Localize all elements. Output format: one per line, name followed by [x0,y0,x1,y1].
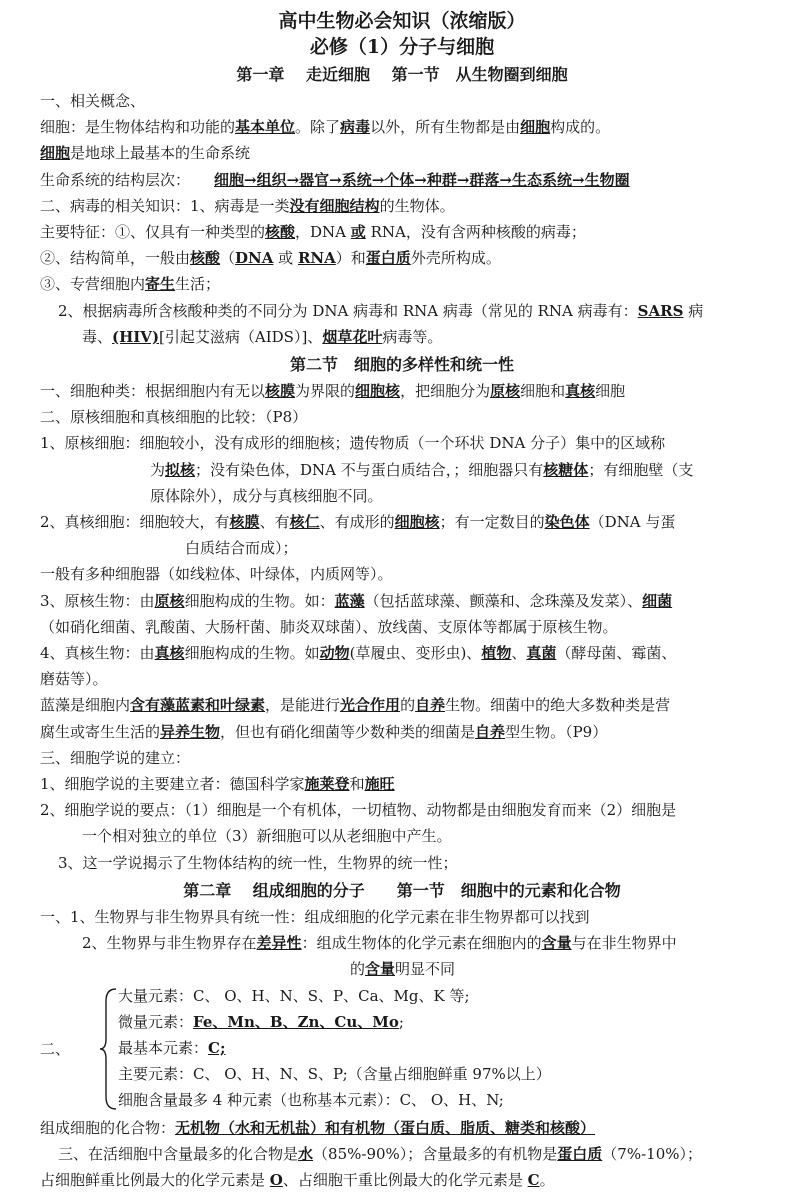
top4-elements: 细胞含量最多 4 种元素（也称基本元素）：C、 O、H、N; [118,1091,504,1110]
cell-life-system: 细胞是地球上最基本的生命系统 [40,144,251,163]
macro-elements: 大量元素：C、 O、H、N、S、P、Ca、Mg、K 等; [118,986,470,1005]
prokaryote-cell: 1、原核细胞：细胞较小，没有成形的细胞核；遗传物质（一个环状 DNA 分子）集中的区域称 [40,434,666,453]
concepts-heading: 一、相关概念、 [40,92,146,110]
prokaryote-organisms-cont: （如硝化细菌、乳酸菌、大肠杆菌、肺炎双球菌）、放线菌、支原体等都属于原核生物。 [40,617,618,636]
unity-statement: 一、1、生物界与非生物界具有统一性：组成细胞的化学元素在非生物界都可以找到 [40,907,590,926]
cell-types: 一、细胞种类：根据细胞内有无以核膜为界限的细胞核，把细胞分为原核细胞和真核细胞 [40,382,626,401]
cyanobacteria-note: 蓝藻是细胞内含有藻蓝素和叶绿素，是能进行光合作用的自养生物。细菌中的绝大多数种类是营 [40,696,671,715]
eukaryote-organisms: 4、真核生物：由真核细胞构成的生物。如动物(草履虫、变形虫)、植物、真菌（酵母菌、霉菌、 [40,644,677,663]
life-system-levels: 生命系统的结构层次： 细胞→组织→器官→系统→个体→种群→群落→生态系统→生物圈 [40,170,630,189]
eukaryote-cell-cont: 白质结合而成）； [185,539,298,558]
cell-theory-points-cont: 一个相对独立的单位（3）新细胞可以从老细胞中产生。 [82,827,452,846]
chapter2-heading: 第二章 组成细胞的分子 第一节 细胞中的元素和化合物 [183,880,621,900]
document-subtitle: 必修（1）分子与细胞 [309,36,495,58]
cell-theory-founders: 1、细胞学说的主要建立者：德国科学家施莱登和施旺 [40,775,395,794]
virus-feature-3: ③、专营细胞内寄生生活； [40,275,221,294]
micro-elements: 微量元素：Fe、Mn、B、Zn、Cu、Mo; [118,1012,404,1031]
cell-definition: 细胞：是生物体结构和功能的基本单位。除了病毒以外，所有生物都是由细胞构成的。 [40,118,611,137]
element-label: 二、 [40,1039,71,1058]
virus-heading: 二、病毒的相关知识：1、病毒是一类没有细胞结构的生物体。 [40,196,455,215]
comparison-heading: 二、原核细胞和真核细胞的比较：（P8） [40,408,308,427]
prokaryote-organisms: 3、原核生物：由原核细胞构成的生物。如：蓝藻（包括蓝球藻、颤藻和、念珠藻及发菜）、细菌 [40,591,673,610]
eukaryote-cell: 2、真核细胞：细胞较大，有核膜、有核仁、有成形的细胞核；有一定数目的染色体（DNA 与蛋 [40,513,676,532]
cell-theory-points: 2、细胞学说的要点：（1）细胞是一个有机体，一切植物、动物都是由细胞发育而来（2）细胞是 [40,801,677,820]
brace-icon [98,987,118,1111]
element-list [118,983,551,1114]
prokaryote-cell-cont: 为拟核；没有染色体，DNA 不与蛋白质结合，；细胞器只有核糖体；有细胞壁（支 [150,460,694,479]
chapter1-heading: 第一章 走近细胞 第一节 从生物圈到细胞 [236,65,568,84]
virus-feature-1: 主要特征：①、仅具有一种类型的核酸，DNA 或 RNA，没有含两种核酸的病毒； [40,223,586,242]
cell-theory-significance: 3、这一学说揭示了生物体结构的统一性，生物界的统一性； [58,853,458,872]
difference-statement-cont: 的含量明显不同 [350,960,456,979]
compounds: 组成细胞的化合物：无机物（水和无机盐）和有机物（蛋白质、脂质、糖类和核酸） [40,1118,596,1137]
virus-classification-cont: 毒、(HIV)[引起艾滋病（AIDS）]、烟草花叶病毒等。 [82,327,443,346]
cell-theory-heading: 三、细胞学说的建立： [40,748,191,767]
organelles-note: 一般有多种细胞器（如线粒体、叶绿体，内质网等）。 [40,565,393,584]
document-title: 高中生物必会知识（浓缩版） [278,10,526,32]
virus-classification: 2、根据病毒所含核酸种类的不同分为 DNA 病毒和 RNA 病毒（常见的 RNA 病毒有：SARS 病 [58,301,704,320]
difference-statement: 2、生物界与非生物界存在差异性：组成生物体的化学元素在细胞内的含量与在非生物界中 [82,934,677,953]
eukaryote-organisms-cont: 磨菇等）。 [40,670,108,689]
largest-element-ratio: 占细胞鲜重比例最大的化学元素是 O、占细胞干重比例最大的化学元素是 C。 [40,1170,555,1189]
cyanobacteria-note-cont: 腐生或寄生生活的异养生物，但也有硝化细菌等少数种类的细菌是自养型生物。（P9） [40,722,608,741]
most-abundant-compounds: 三、在活细胞中含量最多的化合物是水（85%-90%）；含量最多的有机物是蛋白质（7%-10%）； [58,1144,703,1163]
prokaryote-cell-cont2: 原体除外），成分与真核细胞不同。 [150,486,383,505]
basic-element: 最基本元素：C; [118,1038,226,1057]
virus-feature-2: ②、结构简单，一般由核酸（DNA 或 RNA）和蛋白质外壳所构成。 [40,249,501,268]
element-classification [40,983,764,1115]
main-elements: 主要元素：C、 O、H、N、S、P;（含量占细胞鲜重 97%以上） [118,1065,551,1084]
section2-heading: 第二节 细胞的多样性和统一性 [289,355,514,375]
